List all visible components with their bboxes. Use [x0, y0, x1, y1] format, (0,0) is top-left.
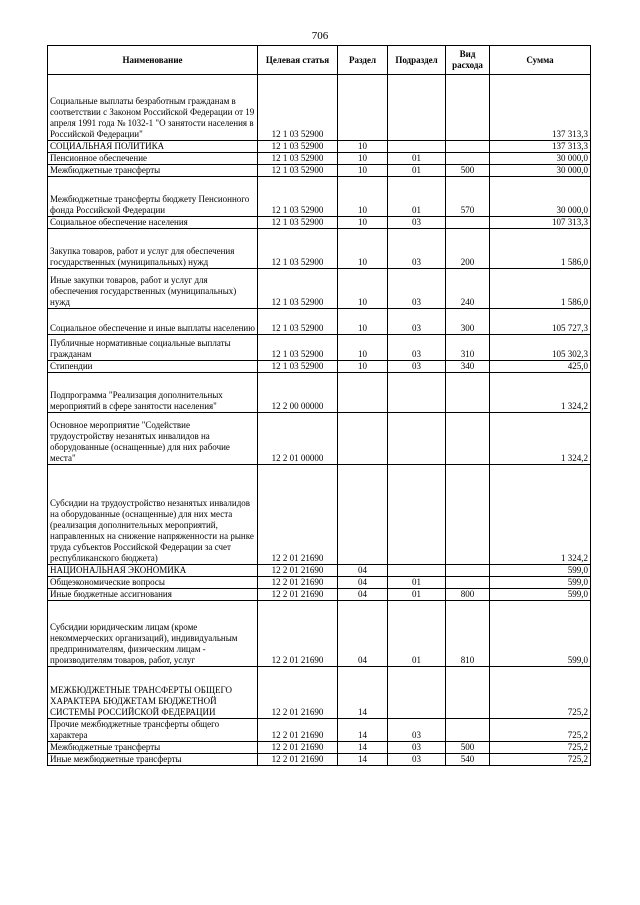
cell-subsection: 03	[388, 361, 446, 373]
cell-target: 12 1 03 52900	[258, 177, 338, 217]
cell-target: 12 1 03 52900	[258, 229, 338, 269]
cell-target: 12 2 01 21690	[258, 719, 338, 742]
table-row	[48, 465, 591, 565]
cell-amount: 599,0	[490, 565, 591, 577]
cell-section: 10	[338, 217, 388, 229]
cell-target: 12 2 01 21690	[258, 667, 338, 719]
cell-amount: 105 727,3	[490, 309, 591, 335]
cell-section	[338, 75, 388, 141]
cell-kind: 500	[446, 742, 490, 754]
cell-kind: 800	[446, 589, 490, 601]
cell-subsection	[388, 565, 446, 577]
cell-section: 10	[338, 177, 388, 217]
cell-subsection: 03	[388, 217, 446, 229]
cell-amount: 1 324,2	[490, 413, 591, 465]
cell-subsection	[388, 465, 446, 565]
header-kind: Вид расхода	[446, 46, 490, 75]
cell-amount: 137 313,3	[490, 141, 591, 153]
cell-target: 12 1 03 52900	[258, 269, 338, 309]
cell-name: Межбюджетные трансферты бюджету Пенсионного фонда Российской Федерации	[48, 177, 258, 217]
cell-target: 12 1 03 52900	[258, 141, 338, 153]
cell-section: 14	[338, 719, 388, 742]
cell-kind	[446, 153, 490, 165]
cell-name: Социальное обеспечение и иные выплаты населению	[48, 309, 258, 335]
cell-target: 12 1 03 52900	[258, 165, 338, 177]
header-target: Целевая статья	[258, 46, 338, 75]
cell-section: 10	[338, 153, 388, 165]
cell-name: Иные бюджетные ассигнования	[48, 589, 258, 601]
cell-kind: 300	[446, 309, 490, 335]
cell-target: 12 2 01 21690	[258, 565, 338, 577]
cell-amount: 599,0	[490, 601, 591, 667]
cell-amount: 725,2	[490, 719, 591, 742]
cell-amount: 599,0	[490, 577, 591, 589]
cell-kind	[446, 667, 490, 719]
cell-name: Пенсионное обеспечение	[48, 153, 258, 165]
cell-amount: 725,2	[490, 667, 591, 719]
cell-target: 12 2 01 00000	[258, 413, 338, 465]
cell-name: Подпрограмма "Реализация дополнительных мероприятий в сфере занятости населения"	[48, 373, 258, 413]
cell-amount: 425,0	[490, 361, 591, 373]
header-row	[48, 46, 591, 75]
cell-kind: 240	[446, 269, 490, 309]
cell-kind	[446, 577, 490, 589]
table-row	[48, 269, 591, 309]
cell-subsection: 03	[388, 754, 446, 766]
cell-subsection: 01	[388, 589, 446, 601]
cell-subsection: 01	[388, 153, 446, 165]
header-section: Раздел	[338, 46, 388, 75]
cell-name: Субсидии на трудоустройство незанятых инвалидов на оборудованные (оснащенные) для них места (реализация дополнительных мероприятий, направленных на снижение напряженности на рынке труда субъектов Российской Федерации за счет республиканского бюджета)	[48, 465, 258, 565]
cell-kind: 500	[446, 165, 490, 177]
cell-subsection: 03	[388, 719, 446, 742]
cell-target: 12 2 01 21690	[258, 742, 338, 754]
table-row	[48, 309, 591, 335]
table-row	[48, 153, 591, 165]
cell-subsection	[388, 141, 446, 153]
cell-kind: 200	[446, 229, 490, 269]
cell-amount: 1 324,2	[490, 373, 591, 413]
table-row	[48, 217, 591, 229]
cell-name: Общеэкономические вопросы	[48, 577, 258, 589]
table-row	[48, 754, 591, 766]
cell-kind	[446, 465, 490, 565]
table-row	[48, 373, 591, 413]
cell-subsection	[388, 75, 446, 141]
cell-section	[338, 413, 388, 465]
cell-amount: 30 000,0	[490, 177, 591, 217]
cell-name: Социальные выплаты безработным гражданам в соответствии с Законом Российской Федерации от 19 апреля 1991 года № 1032-1 "О занятости населения в Российской Федерации"	[48, 75, 258, 141]
cell-name: Межбюджетные трансферты	[48, 165, 258, 177]
cell-amount: 599,0	[490, 589, 591, 601]
cell-section	[338, 373, 388, 413]
cell-kind	[446, 565, 490, 577]
table-row	[48, 177, 591, 217]
table-row	[48, 565, 591, 577]
cell-section	[338, 465, 388, 565]
cell-name: Публичные нормативные социальные выплаты гражданам	[48, 335, 258, 361]
cell-name: Основное мероприятие "Содействие трудоустройству незанятых инвалидов на оборудованные (оснащенные) для них рабочие места"	[48, 413, 258, 465]
cell-target: 12 1 03 52900	[258, 361, 338, 373]
header-name: Наименование	[48, 46, 258, 75]
cell-section: 10	[338, 335, 388, 361]
table-row	[48, 165, 591, 177]
cell-section: 10	[338, 141, 388, 153]
cell-section: 04	[338, 589, 388, 601]
table-row	[48, 75, 591, 141]
cell-subsection	[388, 413, 446, 465]
cell-amount: 137 313,3	[490, 75, 591, 141]
cell-name: Иные закупки товаров, работ и услуг для обеспечения государственных (муниципальных) нужд	[48, 269, 258, 309]
cell-name: СОЦИАЛЬНАЯ ПОЛИТИКА	[48, 141, 258, 153]
table-row	[48, 667, 591, 719]
cell-section: 10	[338, 361, 388, 373]
cell-target: 12 1 03 52900	[258, 309, 338, 335]
cell-amount: 30 000,0	[490, 165, 591, 177]
cell-subsection: 01	[388, 177, 446, 217]
table-row	[48, 601, 591, 667]
table-row	[48, 361, 591, 373]
cell-amount: 105 302,3	[490, 335, 591, 361]
header-amount: Сумма	[490, 46, 591, 75]
cell-section: 10	[338, 165, 388, 177]
cell-kind	[446, 141, 490, 153]
cell-amount: 725,2	[490, 754, 591, 766]
cell-kind: 340	[446, 361, 490, 373]
cell-section: 04	[338, 565, 388, 577]
cell-name: Иные межбюджетные трансферты	[48, 754, 258, 766]
page-number: 706	[311, 30, 329, 42]
table-row	[48, 413, 591, 465]
cell-section: 14	[338, 742, 388, 754]
cell-name: МЕЖБЮДЖЕТНЫЕ ТРАНСФЕРТЫ ОБЩЕГО ХАРАКТЕРА БЮДЖЕТАМ БЮДЖЕТНОЙ СИСТЕМЫ РОССИЙСКОЙ ФЕДЕРАЦИИ	[48, 667, 258, 719]
table-row	[48, 229, 591, 269]
cell-subsection: 01	[388, 577, 446, 589]
cell-name: Субсидии юридическим лицам (кроме некоммерческих организаций), индивидуальным предпринимателям, физическим лицам - производителям товаров, работ, услуг	[48, 601, 258, 667]
cell-subsection: 01	[388, 601, 446, 667]
cell-amount: 107 313,3	[490, 217, 591, 229]
cell-subsection: 03	[388, 742, 446, 754]
budget-table	[47, 45, 591, 766]
cell-target: 12 1 03 52900	[258, 153, 338, 165]
cell-kind: 310	[446, 335, 490, 361]
table-row	[48, 719, 591, 742]
cell-kind	[446, 373, 490, 413]
cell-amount: 1 324,2	[490, 465, 591, 565]
cell-target: 12 2 00 00000	[258, 373, 338, 413]
cell-amount: 1 586,0	[490, 229, 591, 269]
cell-subsection: 01	[388, 165, 446, 177]
cell-kind: 570	[446, 177, 490, 217]
cell-amount: 725,2	[490, 742, 591, 754]
cell-subsection: 03	[388, 309, 446, 335]
cell-target: 12 2 01 21690	[258, 754, 338, 766]
cell-target: 12 2 01 21690	[258, 601, 338, 667]
header-subsection: Подраздел	[388, 46, 446, 75]
cell-subsection	[388, 667, 446, 719]
cell-target: 12 1 03 52900	[258, 335, 338, 361]
cell-name: Межбюджетные трансферты	[48, 742, 258, 754]
cell-kind: 810	[446, 601, 490, 667]
table-row	[48, 589, 591, 601]
cell-subsection	[388, 373, 446, 413]
cell-target: 12 2 01 21690	[258, 465, 338, 565]
cell-name: НАЦИОНАЛЬНАЯ ЭКОНОМИКА	[48, 565, 258, 577]
table-row	[48, 742, 591, 754]
cell-section: 10	[338, 229, 388, 269]
cell-kind: 540	[446, 754, 490, 766]
cell-name: Стипендии	[48, 361, 258, 373]
cell-section: 04	[338, 601, 388, 667]
table-row	[48, 335, 591, 361]
cell-kind	[446, 413, 490, 465]
cell-name: Социальное обеспечение населения	[48, 217, 258, 229]
cell-name: Прочие межбюджетные трансферты общего характера	[48, 719, 258, 742]
cell-target: 12 2 01 21690	[258, 589, 338, 601]
cell-target: 12 1 03 52900	[258, 75, 338, 141]
cell-section: 14	[338, 667, 388, 719]
cell-subsection: 03	[388, 229, 446, 269]
cell-section: 10	[338, 309, 388, 335]
cell-section: 14	[338, 754, 388, 766]
cell-kind	[446, 217, 490, 229]
cell-section: 04	[338, 577, 388, 589]
cell-subsection: 03	[388, 335, 446, 361]
cell-kind	[446, 75, 490, 141]
table-row	[48, 577, 591, 589]
cell-amount: 30 000,0	[490, 153, 591, 165]
cell-target: 12 1 03 52900	[258, 217, 338, 229]
cell-kind	[446, 719, 490, 742]
cell-amount: 1 586,0	[490, 269, 591, 309]
cell-section: 10	[338, 269, 388, 309]
cell-name: Закупка товаров, работ и услуг для обеспечения государственных (муниципальных) нужд	[48, 229, 258, 269]
table-row	[48, 141, 591, 153]
cell-target: 12 2 01 21690	[258, 577, 338, 589]
cell-subsection: 03	[388, 269, 446, 309]
